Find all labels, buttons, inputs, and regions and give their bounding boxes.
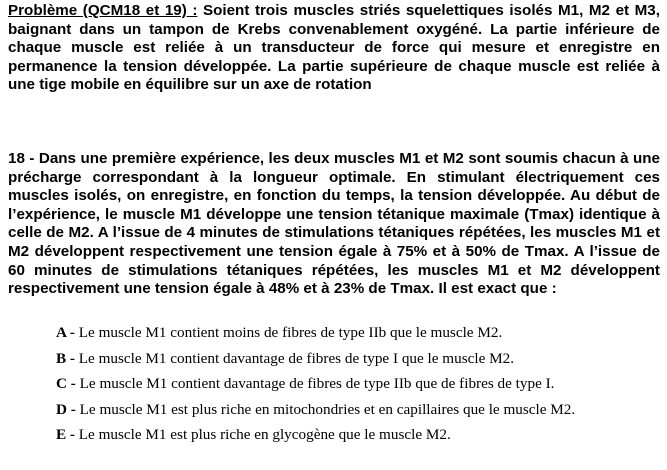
option-text: Le muscle M1 contient moins de fibres de type IIb que le muscle M2.: [74, 324, 503, 341]
option-b: [56, 346, 656, 372]
option-text: Le muscle M1 est plus riche en mitochondries et en capillaires que le muscle M2.: [75, 400, 576, 418]
option-letter: D -: [56, 400, 76, 418]
question-18-stem: 18 - Dans une première expérience, les deux muscles M1 et M2 sont soumis chacun à une précharge correspondant à la longueur optimale. En stimulant électriquement ces muscles isolés, on enregistre, en fonction du temps, la tension développée. Au début de l’expérience, le muscle M1 développe une tension tétanique maximale (Tmax) identique à celle de M2. A l’issue de 4 minutes de stimulations tétaniques répétées, les muscles M1 et M2 développent respectivement une tension égale à 75% et à 50% de Tmax. A l’issue de 60 minutes de stimulations tétaniques répétées, les muscles M1 et M2 développent respectivement une tension égale à 48% et à 23% de Tmax. Il est exact que :: [8, 150, 660, 298]
option-a: [56, 320, 656, 346]
problem-statement: [8, 2, 660, 95]
option-letter: C -: [56, 375, 76, 392]
option-text: Le muscle M1 contient davantage de fibres de type I que le muscle M2.: [74, 349, 515, 367]
answer-options: [56, 320, 656, 448]
option-letter: E -: [56, 426, 75, 443]
option-e: [56, 422, 656, 448]
option-c: [56, 371, 656, 397]
option-d: [56, 397, 656, 423]
option-letter: A -: [56, 324, 75, 341]
problem-text: Soient trois muscles striés squelettiques isolés M1, M2 et M3, baignant dans un tampon de Krebs convenablement oxygéné. La partie inférieure de chaque muscle est reliée à un transducteur de force qui mesure et enregistre en permanence la tension développée. La partie supérieure de chaque muscle est reliée à une tige mobile en équilibre sur un axe de rotation: [8, 2, 660, 94]
option-text: Le muscle M1 est plus riche en glycogène que le muscle M2.: [74, 426, 451, 443]
option-text: Le muscle M1 contient davantage de fibres de type IIb que de fibres de type I.: [75, 375, 555, 392]
option-letter: B -: [56, 349, 75, 367]
problem-title: Problème (QCM18 et 19) :: [8, 2, 198, 19]
